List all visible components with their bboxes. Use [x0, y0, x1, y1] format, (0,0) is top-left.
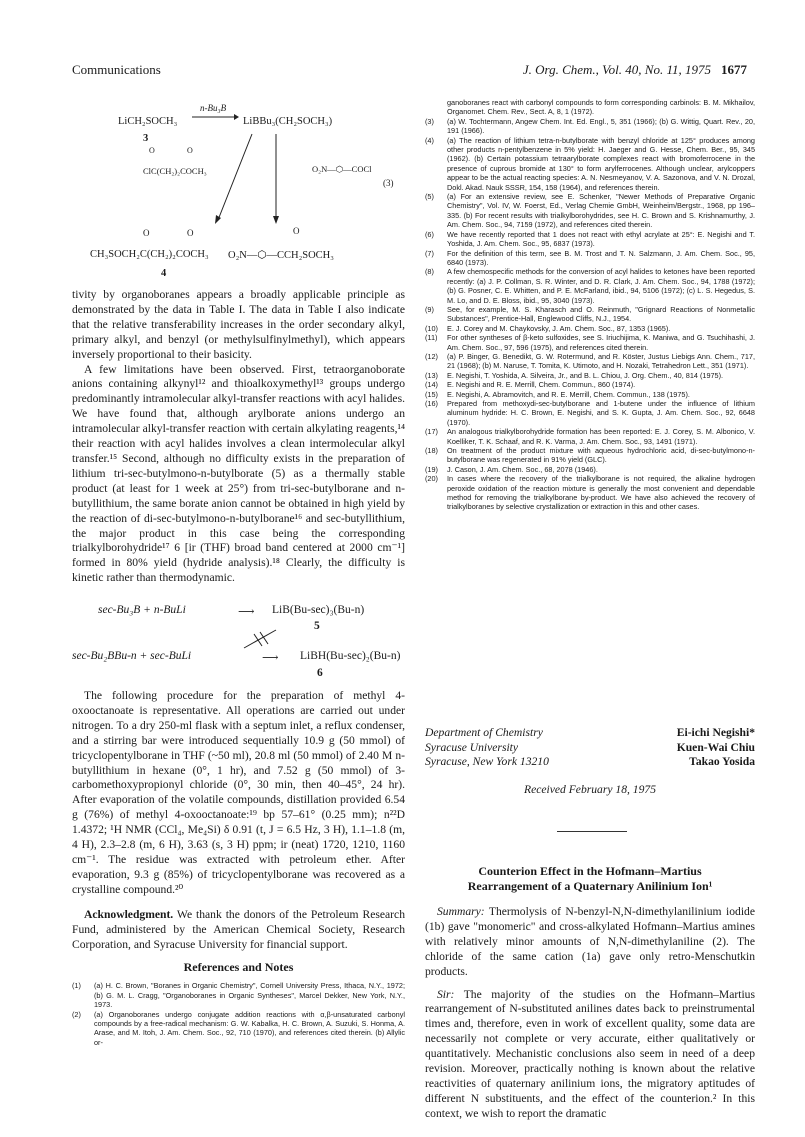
reference-number: (20): [425, 474, 438, 484]
references-left: [72, 981, 405, 1047]
reference-text: (a) P. Binger, G. Benedikt, G. W. Rotermund, and R. Köster, Justus Liebigs Ann. Chem., 717, 21 (1968); (b) M. Naruse, T. Tomita, K. Utimoto, and H. Nozaki, Tetrahedron Lett., 351 (1971).: [447, 351, 755, 371]
reference-number: (4): [425, 135, 434, 145]
summary-text: Thermolysis of N-benzyl-N,N-dimethylanilinium iodide (1b) gave "monomeric" and cross-alkylated Hofmann–Martius amines with relatively minor amounts of N,N-dimethylaniline (2). The chloride of the same cation (1a) gave only retro-Menschutkin products.: [425, 905, 755, 978]
reference-number: (17): [425, 427, 438, 437]
reference-text: In cases where the recovery of the trialkylborane is not required, the alkaline hydrogen peroxide oxidation of the reaction mixture is generally the most convenient and dependable method for removing the trialkylborane by-product. We have also achieved the recovery of trialkylboranes by selective crystallization or extraction in this and other cases.: [447, 474, 755, 512]
reference-number: (1): [72, 981, 81, 991]
reference-text: On treatment of the product mixture with aqueous hydrochloric acid, di-sec-butylmono-n-butylborane was regenerated in 91% yield (GLC).: [447, 446, 755, 465]
reference-number: (15): [425, 389, 438, 399]
reference-text: E. Negishi, T. Yoshida, A. Silveira, Jr., and B. L. Chiou, J. Org. Chem., 40, 814 (1975).: [447, 370, 724, 380]
reference-list: [425, 117, 755, 512]
reference-number: (7): [425, 248, 434, 258]
paragraph: A few limitations have been observed. First, tetraorganoborate anions containing alkynyl¹² and thioalkoxymethyl¹³ groups undergo predominantly intramolecular alkyl-transfer reactions with acyl halides. We have found that, although arylborate anions undergo an intramolecular alkyl-transfer reaction with certain alkylating reagents,¹⁴ their reaction with acyl halides involves a clean intermolecular alkyl transfer.¹⁵ Second, although no difficulty exists in the preparation of lithium tri-sec-butylmono-n-butylborate (5) as a thermally stable product (at least for 1 week at 25°) from tri-sec-butylborane and n-butyllithium, the same borate anion cannot be obtained in high yield by the reaction of di-sec-butylmono-n-butylborane¹⁶ and sec-butyllithium, the major product in this case being the corresponding trialkylborohydride¹⁷ 6 [ir (THF) broad band centered at 2000 cm⁻¹] formed in 80% yield (hydride analysis).¹⁸ Clearly, the difficulty is kinetic rather than thermodynamic.: [72, 362, 405, 585]
compound-number-4: 4: [161, 268, 167, 279]
reference-number: (3): [425, 116, 434, 126]
reference-text: (a) Organoboranes undergo conjugate addition reactions with α,β-unsaturated carbonyl compounds by a free-radical mechanism: G. W. Kabalka, H. C. Brown, A. Suzuki, S. Honma, A. Arase, and M. Itoh, J. Am. Chem. Soc., 92, 710 (1970), and references cited therein. (b) Allylic or-: [94, 1009, 405, 1047]
scheme-arrow: [190, 112, 240, 122]
article-2: [425, 864, 755, 1122]
reference-text: Prepared from methoxydi-sec-butylborane and 1-butene under the influence of lithium aluminum hydride: H. C. Brown, E. Negishi, and S. K. Gupta, J. Am. Chem. Soc., 92, 6648 (1970).: [447, 399, 755, 427]
reference-number: (19): [425, 464, 438, 474]
reference-continuation: ganoboranes react with carbonyl compounds to form corresponding carbinols: B. M. Mikhailov, Organomet. Chem. Rev., Sect. A, 8, 1 (1972).: [447, 98, 755, 117]
scheme-product: LiBBu₃(CH₂SOCH₃): [243, 116, 333, 127]
reference-item: [425, 192, 755, 230]
reference-item: [72, 981, 405, 1009]
reference-text: E. Negishi, A. Abramovitch, and R. E. Merrill, Chem. Commun., 138 (1975).: [447, 389, 690, 399]
sir-paragraph: [425, 988, 755, 1122]
left-column-text: [72, 288, 405, 586]
carbonyl-o-mark: O: [293, 226, 300, 236]
reference-text: E. Negishi and R. E. Merrill, Chem. Commun., 860 (1974).: [447, 380, 636, 390]
reference-number: (10): [425, 323, 438, 333]
running-header-right: [523, 62, 747, 78]
procedure-block: [72, 689, 405, 1047]
reference-item: [425, 230, 755, 249]
received-date: Received February 18, 1975: [524, 783, 656, 796]
references-right: [425, 98, 755, 512]
scheme-product-4: CH₃SOCH₂C(CH₂)₂COCH₃: [90, 249, 209, 260]
reference-item: [425, 399, 755, 427]
reference-item: [425, 352, 755, 371]
reference-item: [425, 380, 755, 389]
reference-text: See, for example, M. S. Kharasch and O. Reinmuth, "Grignard Reactions of Nonmetallic Substances", Prentice-Hall, Englewood Cliffs, N.J., 1954.: [447, 304, 755, 324]
equation-number-3: (3): [383, 178, 394, 188]
equation-2-arrow: ⟶: [262, 652, 279, 664]
summary-label: Summary:: [437, 905, 485, 918]
affiliation-left: Syracuse University: [425, 740, 519, 754]
reference-item: [425, 136, 755, 192]
reference-number: (13): [425, 370, 438, 380]
equation-2-left: sec-Bu₂BBu-n + sec-BuLi: [72, 650, 192, 662]
reference-item: [425, 390, 755, 399]
scheme-acyl-chloride-1: ClC(CH₂)₂COCH₃: [143, 166, 207, 176]
journal-citation: J. Org. Chem., Vol. 40, No. 11, 1975: [522, 62, 711, 77]
ack-label: Acknowledgment.: [84, 907, 174, 921]
reference-text: For the definition of this term, see B. M. Trost and T. N. Salzmann, J. Am. Chem. Soc., 95, 6840 (1973).: [447, 248, 755, 267]
reference-text: A few chemospecific methods for the conversion of acyl halides to ketones have been reported recently: (a) J. P. Collman, S. R. Winter, and D. R. Clark, J. Am. Chem. Soc., 94, 1788 (1972); (b) G. Posner, C. E. Whitten, and P. E. McFarland, ibid., 94, 5106 (1972); (c) L. S. Hegedus, S. M. Lo, and D. E. Bloss, ibid., 95, 3040 (1973).: [447, 267, 755, 305]
reference-item: [425, 117, 755, 136]
reference-item: [425, 249, 755, 268]
equilibrium-crossed-arrow: [240, 626, 280, 652]
article-title: Counterion Effect in the Hofmann–Martius Rearrangement of a Quaternary Anilinium Ion¹: [467, 864, 713, 893]
reference-number: (12): [425, 351, 438, 361]
carbonyl-o-mark: O: [149, 146, 155, 155]
carbonyl-o-mark: O: [187, 228, 194, 238]
sir-label: Sir:: [437, 987, 455, 1001]
reference-item: [72, 1010, 405, 1048]
reference-text: J. Cason, J. Am. Chem. Soc., 68, 2078 (1946).: [447, 464, 598, 474]
reference-number: (16): [425, 399, 438, 408]
scheme-acyl-chloride-2: O₂N—⬡—COCl: [312, 164, 372, 174]
compound-number-3: 3: [143, 133, 149, 144]
scheme-reactant: LiCH₂SOCH₃: [118, 116, 178, 127]
references-title: References and Notes: [183, 960, 294, 975]
compound-number-6: 6: [317, 667, 323, 679]
author-name: Kuen-Wai Chiu: [676, 740, 755, 754]
reference-number: (18): [425, 446, 438, 456]
compound-number-5: 5: [314, 620, 320, 632]
carbonyl-o-mark: O: [143, 228, 150, 238]
ack-text: We thank the donors of the Petroleum Research Fund, administered by the American Chemical Society, Research Corporation, and Syracuse University for financial support.: [72, 907, 405, 951]
affiliation-block: [425, 726, 755, 770]
sir-text: The majority of the studies on the Hofmann–Martius rearrangement of N-substituted anilines dates back to preinstrumental times and, therefore, even in work of excellent quality, some data are necessarily not complete or very accurate, either qualitatively or quantitatively. Mechanistic conclusions also seem in need of a deep revision. Moreover, practically nothing is known about the relative reactivities of quaternary anilinium ions, the migratory aptitudes of different N substituents, and the effect of the counterion.² In this context, we wish to report the dramatic: [425, 987, 755, 1120]
reference-item: [425, 465, 755, 474]
reference-text: (a) The reaction of lithium tetra-n-butylborate with benzyl chloride at 125° produces among other products n-pentylbenzene in 5% yield: H. Jaeger and G. Hesse, Chem. Ber., 95, 345 (1962). (b) Certain potassium tetraarylborate complexes react with bromoferrocene in the presence of cuprous bromide at 130° to form arylferrocenes. Although unclear, arylcoppers appear to be the actual reacting species: A. N. Nesmeyanov, V. A. Sazonova, and V. N. Drozal, Dokl. Akad. Nauk SSSR, 154, 158 (1964), and references therein.: [447, 135, 755, 192]
scheme-arrows: [200, 130, 310, 230]
reference-text: We have recently reported that 1 does not react with ethyl acrylate at 25°: E. Negishi and T. Yoshida, J. Am. Chem. Soc., 95, 6837 (1973).: [447, 229, 755, 249]
right-column: [425, 98, 755, 512]
reference-item: [425, 267, 755, 305]
carbonyl-o-mark: O: [187, 146, 193, 155]
reference-item: [425, 474, 755, 512]
reference-text: (a) H. C. Brown, "Boranes in Organic Chemistry", Cornell University Press, Ithaca, N.Y., 1972; (b) G. M. L. Cragg, "Organoboranes in Organic Syntheses", Marcel Dekker, New York, N.Y., 1973.: [94, 981, 405, 1010]
reference-text: (a) For an extensive review, see E. Schenker, "Newer Methods of Preparative Organic Chemistry", Vol. IV, W. Foerst, Ed., Verlag Chemie GmbH, Weinheim/Bergstr., 1968, pp 196–335. (b) For recent results with trialkylborohydrides, see H. C. Brown and S. Krishnamurthy, J. Am. Chem. Soc., 94, 7159 (1972), and references cited therein.: [447, 192, 755, 230]
summary: [425, 905, 755, 980]
paragraph: tivity by organoboranes appears a broadly applicable principle as demonstrated by the data in Table I. The data in Table I also indicate that the relative transferability increases in the order secondary alkyl, primary alkyl, and benzyl (or methylsulfinylmethyl), which appears inversely proportional to their basicity.: [72, 288, 405, 361]
reference-number: (6): [425, 229, 434, 239]
reference-text: For other syntheses of β-keto sulfoxides, see S. Iriuchijima, K. Maniwa, and G. Tsuchihashi, J. Am. Chem. Soc., 97, 596 (1975), and references cited therein.: [447, 333, 755, 352]
reference-number: (14): [425, 380, 438, 390]
reference-text: An analogous trialkylborohydride formation has been reported: E. J. Corey, S. M. Albonico, V. Koelliker, T. K. Schaaf, and R. K. Varma, J. Am. Chem. Soc., 93, 1491 (1971).: [447, 427, 755, 446]
running-header-left: Communications: [72, 62, 161, 77]
reference-number: (8): [425, 267, 434, 277]
scheme-product-nitro: O₂N—⬡—CCH₂SOCH₃: [228, 250, 334, 261]
procedure-paragraph: The following procedure for the preparation of methyl 4-oxooctanoate is representative. All operations are carried out under nitrogen. To a dry 250-ml flask with a septum inlet, a reflux condenser, and a stirring bar were introduced sequentially 10.9 g (50 mmol) of tricyclopentylborane in THF (~50 ml), 20.8 ml (50 mmol) of 2.40 M n-butyllithium in hexane (0°, 1 hr), and 7.52 g (50 mmol) of 3-carbomethoxypropionyl chloride (0°, 30 min, then 40–45°, 24 hr). After evaporation of the volatile compounds, distillation provided 6.54 g (76%) of methyl 4-oxooctanoate:¹⁹ bp 57–61° (0.25 mm); n²²D 1.4372; ¹H NMR (CCl₄, Me₄Si) δ 0.91 (t, J = 6.5 Hz, 3 H), 1.1–1.8 (m, 4 H), 2.3–2.8 (m, 6 H), 3.63 (s, 3 H) ppm; ir (neat) 1720, 1210, 1160 cm⁻¹. The residue was extracted with petroleum ether. After evaporation, 9.3 g (85%) of tricyclopentylborane was recovered as a crystalline compound.²⁰: [72, 689, 405, 896]
reference-item: [425, 333, 755, 352]
section-divider: [557, 831, 627, 832]
equation-1-left: sec-Bu₃B + n-BuLi: [98, 604, 186, 616]
reference-number: (2): [72, 1009, 81, 1019]
page-number: 1677: [721, 62, 747, 77]
reference-item: [425, 324, 755, 333]
reference-number: (11): [425, 333, 438, 343]
scheme-reagent: n-Bu₃B: [200, 103, 227, 113]
acknowledgment: [72, 908, 405, 953]
reference-text: E. J. Corey and M. Chaykovsky, J. Am. Chem. Soc., 87, 1353 (1965).: [447, 323, 671, 333]
affiliation-left: Department of Chemistry: [425, 726, 543, 739]
reference-item: [425, 305, 755, 324]
equation-1-right: LiB(Bu-sec)₃(Bu-n): [272, 604, 365, 616]
reference-number: (5): [425, 192, 434, 202]
author-name: Ei-ichi Negishi*: [676, 726, 755, 739]
reference-text: (a) W. Tochtermann, Angew Chem. Int. Ed. Engl., 5, 351 (1966); (b) G. Wittig, Quart. Rev., 20, 191 (1966).: [447, 116, 755, 136]
author-name: Takao Yosida: [689, 755, 755, 768]
affiliation-row: [425, 741, 755, 756]
reference-item: [425, 427, 755, 446]
affiliation-left: Syracuse, New York 13210: [425, 755, 549, 768]
reference-number: (9): [425, 304, 434, 314]
affiliation-row: [425, 726, 755, 741]
equation-1-arrow: ⟶: [238, 606, 255, 618]
equation-2-right: LiBH(Bu-sec)₂(Bu-n): [300, 650, 401, 662]
reference-item: [425, 371, 755, 380]
reference-item: [425, 446, 755, 465]
affiliation-row: [425, 755, 755, 770]
